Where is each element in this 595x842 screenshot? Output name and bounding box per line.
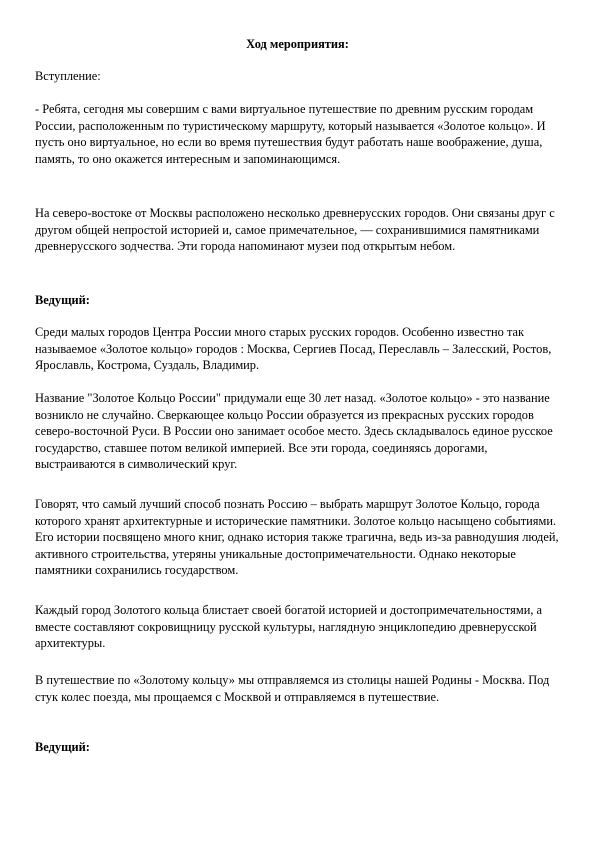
each-city-paragraph: Каждый город Золотого кольца блистает своей богатой историей и достопримечательностями, а вместе составляют сокровищницу русской культуры, наглядную энциклопедию древнерусской архитектуры.: [35, 603, 543, 651]
host-label: Ведущий:: [35, 293, 90, 307]
journey-paragraph: В путешествие по «Золотому кольцу» мы отправляемся из столицы нашей Родины - Москва. Под стук колес поезда, мы прощаемся с Москвой и отправляемся в путешествие.: [35, 673, 550, 704]
document-title: Ход мероприятия:: [246, 37, 349, 51]
intro-paragraph: - Ребята, сегодня мы совершим с вами виртуальное путешествие по древним русским городам России, расположенным по туристическому маршруту, который называется «Золотое кольцо». И пусть оно виртуальное, но если во время путешествия будут работать наше воображение, душа, память, то оно окажется интересным и запоминающимся.: [35, 102, 546, 166]
intro-heading: Вступление:: [35, 69, 101, 83]
best-way-paragraph: Говорят, что самый лучший способ познать Россию – выбрать маршрут Золотое Кольцо, города которого хранят архитектурные и исторические памятники. Золотое кольцо насыщено событиями. Его истории посвящено много книг, однако история также трагична, ведь из-за равнодушия людей, активного строительства, утеряны уникальные достопримечательности. Однако некоторые памятники сохранились государством.: [35, 497, 559, 578]
northeast-paragraph: На северо-востоке от Москвы расположено несколько древнерусских городов. Они связаны друг с другом общей непростой историей и, самое примечательное, — сохранившимися памятниками древнерусского зодчества. Эти города напоминают музеи под открытым небом.: [35, 206, 555, 254]
ring-name-paragraph: Название "Золотое Кольцо России" придумали еще 30 лет назад. «Золотое кольцо» - это название возникло не случайно. Сверкающее кольцо России образуется из прекрасных русских городов северо-восточной Руси. В России оно занимает особое место. Здесь складывалось единое русское государство, ставшее потом великой империей. Все эти города, соединяясь дорогами, выстраиваются в символический круг.: [35, 391, 553, 472]
host-label-second: Ведущий:: [35, 740, 90, 754]
small-cities-paragraph: Среди малых городов Центра России много старых русских городов. Особенно известно так называемое «Золотое кольцо» городов : Москва, Сергиев Посад, Переславль – Залесский, Ростов, Ярославль, Кострома, Суздаль, Владимир.: [35, 325, 552, 373]
